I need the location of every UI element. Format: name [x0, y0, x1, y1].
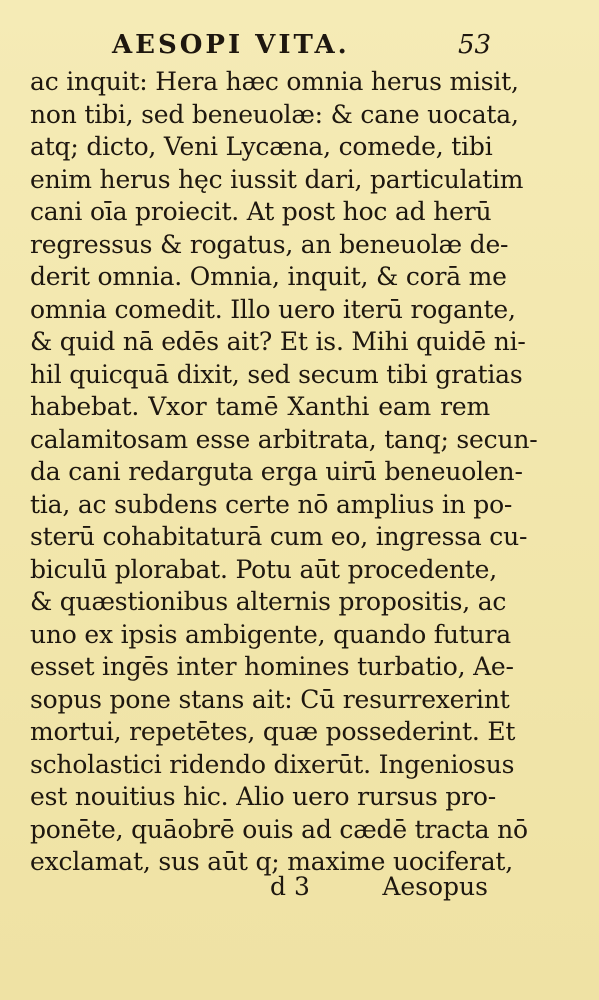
text-line: est nouitius hic. Alio uero rursus pro-: [30, 782, 497, 811]
text-line: atq; dicto, Veni Lycæna, comede, tibi: [30, 132, 493, 161]
signature-mark: d 3: [270, 872, 310, 901]
text-line: uno ex ipsis ambigente, quando futura: [30, 619, 511, 649]
text-line: derit omnia. Omnia, inquit, & corā me: [30, 262, 507, 291]
text-line: sopus pone stans ait: Cū resurrexerint: [30, 684, 510, 714]
text-line: omnia comedit. Illo uero iterū rogante,: [30, 294, 516, 324]
text-line: biculū plorabat. Potu aūt procedente,: [30, 554, 497, 584]
text-line: & quæstionibus alternis propositis, ac: [30, 587, 507, 616]
text-line: non tibi, sed beneuolæ: & cane uocata,: [30, 99, 519, 129]
page-number: 53: [458, 30, 492, 60]
text-line: habebat. Vxor tamē Xanthi eam rem: [30, 392, 490, 421]
text-line: exclamat, sus aūt q; maxime uociferat,: [30, 847, 514, 876]
text-line: hil quicquā dixit, sed secum tibi gratias: [30, 359, 523, 389]
body-text: [30, 66, 538, 879]
text-line: scholastici ridendo dixerūt. Ingeniosus: [30, 749, 515, 779]
text-line: mortui, repetētes, quæ possederint. Et: [30, 717, 516, 746]
text-line: & quid nā edēs ait? Et is. Mihi quidē ni-: [30, 327, 526, 356]
text-line: esset ingēs inter homines turbatio, Ae-: [30, 652, 514, 681]
text-line: calamitosam esse arbitrata, tanq; secun-: [30, 424, 538, 454]
text-line: regressus & rogatus, an beneuolæ de-: [30, 229, 509, 259]
text-line: ponēte, quāobrē ouis ad cædē tracta nō: [30, 814, 528, 844]
text-line: enim herus hęc iussit dari, particulatim: [30, 164, 524, 194]
text-line: ac inquit: Hera hæc omnia herus misit,: [30, 67, 519, 96]
catchword: Aesopus: [382, 872, 488, 901]
text-line: tia, ac subdens certe nō amplius in po-: [30, 489, 513, 519]
text-line: sterū cohabitaturā cum eo, ingressa cu-: [30, 522, 528, 551]
running-title: AESOPI VITA.: [112, 30, 350, 60]
text-line: da cani redarguta erga uirū beneuolen-: [30, 457, 523, 486]
text-line: cani oīa proiecit. At post hoc ad herū: [30, 197, 492, 226]
footer-line: [258, 872, 488, 904]
